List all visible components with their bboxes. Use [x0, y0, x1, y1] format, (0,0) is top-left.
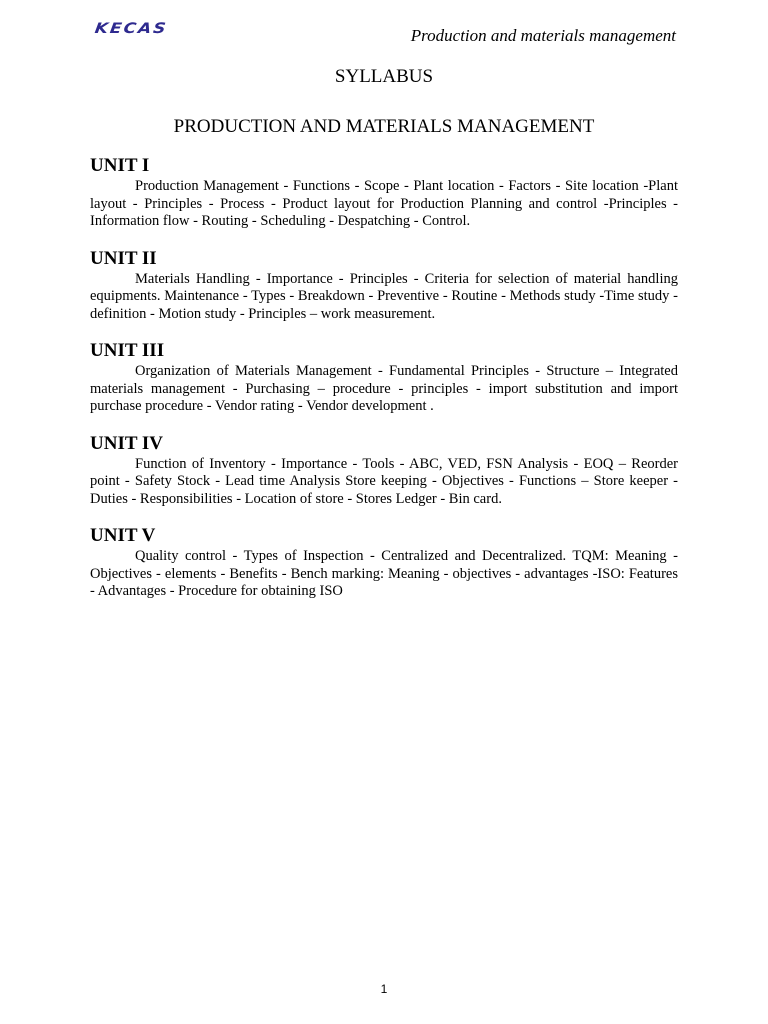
unit-description: Quality control - Types of Inspection - Centralized and Decentralized. TQM: Meaning - Objectives - elements - Benefits - Bench marking: Meaning - objectives - advantages -ISO: Features - Advantages - Procedure for obtaining ISO — [90, 548, 678, 599]
page-number: 1 — [380, 982, 388, 996]
unit-3-section — [90, 339, 678, 416]
unit-heading: UNIT V — [90, 525, 156, 546]
syllabus-title: SYLLABUS — [334, 66, 434, 87]
unit-4-section — [90, 432, 678, 509]
unit-heading: UNIT II — [90, 247, 157, 269]
unit-5-section — [90, 524, 678, 601]
course-title: PRODUCTION AND MATERIALS MANAGEMENT — [173, 116, 595, 137]
unit-heading: UNIT IV — [90, 432, 164, 454]
page-header — [0, 0, 768, 56]
unit-description: Organization of Materials Management - Fundamental Principles - Structure – Integrated materials management - Purchasing – procedure - principles - import substitution and import purchase procedure - Vendor rating - Vendor development . — [90, 363, 678, 414]
document-body — [90, 64, 678, 601]
unit-2-section — [90, 247, 678, 324]
unit-heading: UNIT III — [90, 340, 165, 361]
unit-heading: UNIT I — [90, 155, 150, 176]
header-title: Production and materials management — [410, 26, 676, 45]
unit-description: Materials Handling - Importance - Principles - Criteria for selection of material handling equipments. Maintenance - Types - Breakdown - Preventive - Routine - Methods study -Time study - definition - Motion study - Principles – work measurement. — [90, 270, 678, 322]
kecas-logo: KECAS — [93, 20, 169, 37]
unit-description: Production Management - Functions - Scope - Plant location - Factors - Site location -Plant layout - Principles - Process - Product layout for Production Planning and control -Principles - Information flow - Routing - Scheduling - Despatching - Control. — [90, 178, 678, 229]
unit-description: Function of Inventory - Importance - Tools - ABC, VED, FSN Analysis - EOQ – Reorder point - Safety Stock - Lead time Analysis Store keeping - Objectives - Functions – Store keeper - Duties - Responsibilities - Location of store - Stores Ledger - Bin card. — [90, 455, 678, 507]
unit-1-section — [90, 154, 678, 231]
